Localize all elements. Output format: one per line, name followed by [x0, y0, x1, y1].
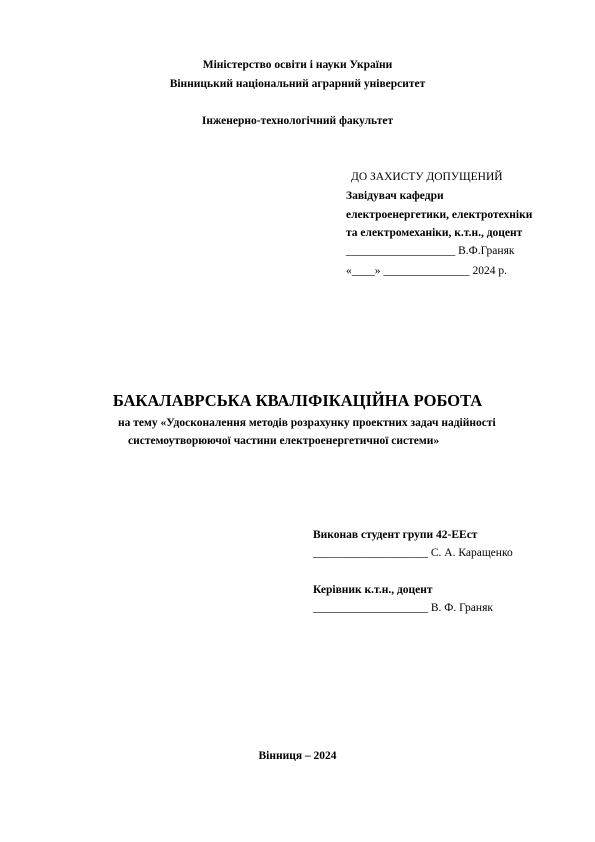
faculty-name: Інженерно-технологічний факультет: [201, 115, 394, 127]
work-title: БАКАЛАВРСЬКА КВАЛІФІКАЦІЙНА РОБОТА: [112, 391, 483, 410]
approval-department-line-2: та електромеханіки, к.т.н., доцент: [346, 227, 523, 239]
work-topic-line-2: системоутворюючої частини електроенергетичної системи»: [128, 435, 440, 447]
approval-date-line: «____» _______________ 2024 р.: [346, 265, 507, 277]
work-topic-line-1: на тему «Удосконалення методів розрахунку проектних задач надійності: [118, 417, 496, 429]
supervisor-label: Керівник к.т.н., доцент: [313, 584, 433, 596]
approval-position: Завідувач кафедри: [346, 190, 444, 202]
student-signature-line: ____________________ С. А. Каращенко: [313, 547, 513, 559]
approval-heading: ДО ЗАХИСТУ ДОПУЩЕНИЙ: [351, 171, 503, 183]
university-name: Вінницький національний аграрний університет: [169, 78, 426, 90]
ministry-name: Міністерство освіти і науки України: [202, 59, 393, 71]
approval-signature-line: ___________________ В.Ф.Граняк: [346, 245, 515, 257]
approval-department-line-1: електроенергетики, електротехніки: [346, 209, 533, 221]
city-year: Вінниця – 2024: [258, 750, 337, 762]
supervisor-signature-line: ____________________ В. Ф. Граняк: [313, 602, 493, 614]
student-label: Виконав студент групи 42-ЕЕст: [313, 529, 478, 541]
